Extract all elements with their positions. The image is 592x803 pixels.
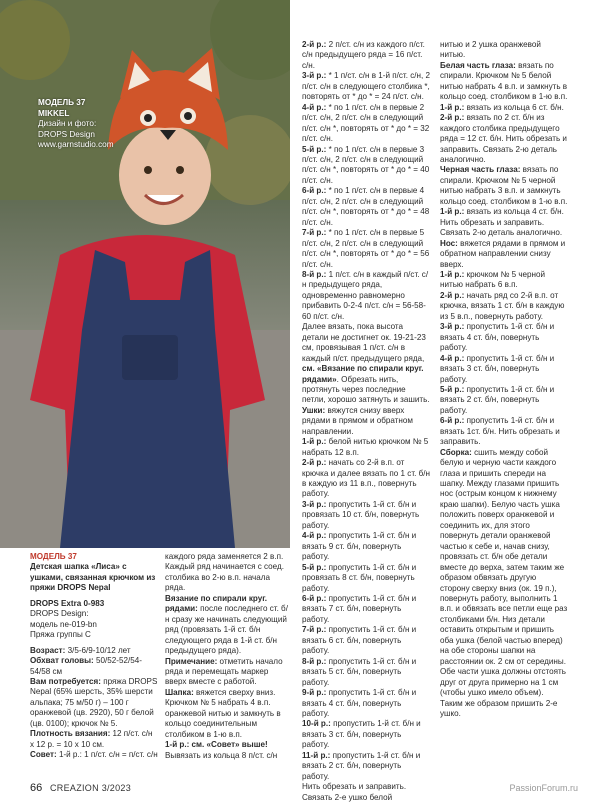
paragraph-text: вяжутся снизу вверх рядами в прямом и обратном направлении. xyxy=(302,405,413,436)
design-model: модель ne-019-bn xyxy=(30,619,97,629)
paragraph xyxy=(440,385,568,416)
paragraph-text: . Обрезать нить, протянуть через последние петли, хорошо затянуть и зашить. xyxy=(302,374,430,405)
paragraph-label: Сборка: xyxy=(440,447,472,457)
paragraph-text: пропустить 1-й ст. б/н и вязать 2 ст. б/н, повернуть работу. xyxy=(440,384,555,415)
model-label: МОДЕЛЬ 37 xyxy=(30,552,77,561)
paragraph-text: вязать из кольца 6 ст. б/н. xyxy=(466,102,564,112)
paragraph xyxy=(302,531,430,562)
paragraph-text: вязать по спирали. Крючком № 5 черной нитью набрать 3 в.п. и замкнуть кольцо соед. столбиком в 1-ю в.п. xyxy=(440,165,568,206)
paragraph-text: пропустить 1-й ст. б/н и вязать 9 ст. б/н, повернуть работу. xyxy=(302,531,417,562)
paragraph-text: пропустить 1-й ст. б/н и вязать 3 ст. б/н, повернуть работу. xyxy=(440,353,555,384)
paragraph-label: 1-й р.: xyxy=(440,207,465,217)
paragraph-label: Вязание по спирали круг. рядами: xyxy=(165,593,268,614)
paragraph-text: белой нитью крючком № 5 набрать 12 в.п. xyxy=(302,437,429,457)
yarn-code: DROPS Extra 0-983 xyxy=(30,598,105,608)
paragraph-text: после последнего ст. б/н сразу же начинать следующий ряд (провязать 1-й ст. б/н следующего ряда в 1-й ст. б/н предыдущего ряда). xyxy=(165,604,288,656)
paragraph-text: пропустить 1-й ст. б/н и вязать 1ст. б/н. Нить обрезать и заправить. xyxy=(440,416,560,447)
paragraph xyxy=(440,40,568,61)
paragraph-text: пропустить 1-й ст. б/н и вязать 2 ст. б/н, повернуть работу. xyxy=(302,750,421,781)
paragraph-label: 9-й р.: xyxy=(302,688,327,698)
paragraph xyxy=(302,719,430,750)
paragraph xyxy=(440,113,568,165)
paragraph-label: 5-й р.: xyxy=(302,562,327,572)
model-title: Детская шапка «Лиса» с ушками, связанная крючком из пряжи DROPS Nepal xyxy=(30,562,156,593)
paragraph-label: Шапка: xyxy=(165,687,194,697)
paragraph-label: 1-й р.: xyxy=(302,437,327,447)
column-instructions-3 xyxy=(440,40,568,719)
paragraph xyxy=(440,354,568,385)
paragraph-label: 1-й р.: xyxy=(440,269,465,279)
paragraph xyxy=(302,40,430,71)
paragraph-text: пропустить 1-й ст. б/н и провязать 8 ст. б/н, повернуть работу. xyxy=(302,562,417,593)
paragraph-text: Вывязать из кольца 8 п/ст. с/н xyxy=(165,750,278,760)
credit-site: www.garnstudio.com xyxy=(38,140,114,149)
paragraph-text: отметить начало ряда и перемещать маркер вверх вместе с работой. xyxy=(165,656,283,687)
paragraph-label: 2-й р.: xyxy=(440,113,465,123)
paragraph-label: Нос: xyxy=(440,238,458,248)
density-value: 12 п/ст. с/н х 12 р. = 10 х 10 см. xyxy=(30,729,153,749)
paragraph-label: 2-й р.: xyxy=(440,290,465,300)
page-footer xyxy=(0,778,592,800)
paragraph xyxy=(440,207,568,238)
photo-child-fox-hat xyxy=(0,0,290,548)
paragraph-label: Белая часть глаза: xyxy=(440,60,516,70)
paragraph xyxy=(440,165,568,207)
paragraph-label: 1-й р.: xyxy=(440,102,465,112)
credit-model: МОДЕЛЬ 37 xyxy=(38,98,86,107)
credit-name: MIKKEL xyxy=(38,108,70,118)
paragraph xyxy=(165,688,289,740)
column-instructions-1 xyxy=(165,552,289,761)
paragraph-label: 8-й р.: xyxy=(302,269,327,279)
paragraph-label: 6-й р.: xyxy=(302,186,327,196)
paragraph-label: 4-й р.: xyxy=(302,531,327,541)
paragraph-label: 2-й р.: xyxy=(302,458,327,468)
paragraph-label: 5-й р.: xyxy=(302,144,327,154)
paragraph-text: вязать по спирали. Крючком № 5 белой нитью набрать 4 в.п. и замкнуть в кольцо соед. столбиком в 1-ю в.п. xyxy=(440,60,568,102)
paragraph-text: крючком № 5 черной нитью набрать 6 в.п. xyxy=(440,269,546,290)
paragraph-text: вязать по 2 ст. б/н из каждого столбика предыдущего ряда = 12 ст. б/н. Нить обрезать и заправить. Связать 2-ю деталь аналогично. xyxy=(440,113,567,164)
paragraph xyxy=(302,270,430,322)
paragraph xyxy=(440,61,568,103)
paragraph xyxy=(302,500,430,531)
paragraph-label: 7-й р.: xyxy=(302,228,327,238)
paragraph-text: начать ряд со 2-й в.п. от крючка, вязать 1 ст. б/н в каждую из 5 в.п., повернуть работу. xyxy=(440,290,565,321)
paragraph-text: * по 1 п/ст. с/н в первые 4 п/ст. с/н, 2 п/ст. с/н в следующий п/ст. с/н *, повторять от * до * = 48 п/ст. с/н. xyxy=(302,186,430,227)
paragraph xyxy=(165,552,289,594)
yarn-group: Пряжа группы C xyxy=(30,630,91,640)
paragraph-text: 1 п/ст. с/н в каждый п/ст. с/н предыдущего ряда, одновременно равномерно прибавить 0-2-4 п/ст. с/н = 56-58-60 п/ст. с/н. xyxy=(302,269,429,321)
need-value: пряжа DROPS Nepal (65% шерсть, 35% шерсти альпака; 75 м/50 г) – 100 г оранжевой (цв. 2920), 50 г белой (цв. 0100); крючок № 5. xyxy=(30,676,158,728)
page-number: 66 xyxy=(30,782,43,794)
head-label: Обхват головы: xyxy=(30,656,94,666)
paragraph-text: пропустить 1-й ст. б/н и провязать 10 ст. б/н, повернуть работу. xyxy=(302,499,420,530)
paragraph-text: 2 п/ст. с/н из каждого п/ст. с/н предыдущего ряда = 16 п/ст. с/н. xyxy=(302,40,425,70)
design-label: DROPS Design: xyxy=(30,609,89,619)
paragraph-label: 5-й р.: xyxy=(440,384,465,394)
paragraph xyxy=(440,239,568,270)
magazine-name: CREAZION 3/2023 xyxy=(50,783,132,793)
paragraph xyxy=(440,291,568,322)
need-label: Вам потребуется: xyxy=(30,676,101,686)
paragraph xyxy=(302,657,430,688)
paragraph-text: Далее вязать, пока высота детали не достигнет ок. 19-21-23 см, провязывая 1 п/ст. с/н в каждый п/ст. предыдущего ряда, xyxy=(302,322,426,363)
paragraph xyxy=(302,71,430,102)
paragraph xyxy=(302,625,430,656)
age-value: 3/5-6/9-10/12 лет xyxy=(67,645,131,655)
paragraph-label: Ушки: xyxy=(302,405,326,415)
paragraph-text: каждого ряда заменяется 2 в.п. Каждый ряд начинается с соед. столбика во 2-ю в.п. начала ряда. xyxy=(165,552,284,593)
density-label: Плотность вязания: xyxy=(30,729,111,739)
column-intro xyxy=(30,552,158,761)
paragraph xyxy=(302,437,430,458)
paragraph-label: 3-й р.: xyxy=(302,499,327,509)
credit-line2: DROPS Design xyxy=(38,129,95,139)
paragraph-text: пропустить 1-й ст. б/н и вязать 4 ст. б/н, повернуть работу. xyxy=(302,688,417,718)
paragraph-text: пропустить 1-й ст. б/н и вязать 4 ст. б/н, повернуть работу. xyxy=(440,322,555,353)
paragraph-text: вяжется рядами в прямом и обратном направлении снизу вверх. xyxy=(440,238,566,269)
paragraph xyxy=(302,458,430,500)
photo-credit xyxy=(38,98,114,151)
paragraph xyxy=(302,228,430,270)
paragraph xyxy=(302,103,430,145)
paragraph xyxy=(440,322,568,353)
watermark: PassionForum.ru xyxy=(509,783,578,793)
paragraph-label: 4-й р.: xyxy=(440,353,465,363)
paragraph-text: нитью и 2 ушка оранжевой нитью. xyxy=(440,40,541,60)
paragraph-text: * 1 п/ст. с/н в 1-й п/ст. с/н, 2 п/ст. с/н в следующего столбика *, повторять от * до * = 24 п/ст. с/н. xyxy=(302,71,430,102)
paragraph xyxy=(302,563,430,594)
paragraph-text: вязать из кольца 4 ст. б/н. Нить обрезать и заправить. Связать 2-ю деталь аналогично. xyxy=(440,207,564,238)
paragraph-label: 3-й р.: xyxy=(302,71,327,81)
paragraph xyxy=(302,688,430,719)
tip-value: 1-й р.: 1 п/ст. с/н = п/ст. с/н xyxy=(58,750,158,760)
paragraph-label: 2-й р.: xyxy=(302,40,327,49)
paragraph xyxy=(302,145,430,187)
paragraph-label: 6-й р.: xyxy=(302,594,327,604)
paragraph-label: Черная часть глаза: xyxy=(440,165,521,175)
paragraph-label: Примечание: xyxy=(165,656,218,666)
paragraph xyxy=(165,740,289,761)
paragraph-text: пропустить 1-й ст. б/н и вязать 5 ст. б/н, повернуть работу. xyxy=(302,656,417,687)
paragraph-text: Нить обрезать и заправить. Связать 2-е ушко белой xyxy=(302,782,407,802)
paragraph-text: сшить между собой белую и черную части каждого глаза и пришить спереди на шапку. Между глазами пришить нос (острым концом к нижнему краю шапки). Белую часть ушка положить поверх оранжевой и соединить их, для этого повернуть детали оранжевой частью к себе и, начав снизу, провязать ст. б/н обе детали вместе до верха, затем таким же образом обвязать другую сторону сверху вниз (ок. 19 п.), повернуть работу, выполнить 1 в.п. и обвязать все петли еще раз столбиками б/н. Низ детали оставить открытым и пришить оба ушка (белой частью вперед) на обе стороны шапки на расстоянии ок. 2 см от середины. Обе части ушка должны отстоять друг от друга примерно на 1 см (чтобы ушко имело объем). Таким же образом пришить 2-е ушко. xyxy=(440,447,568,718)
photo-illustration xyxy=(0,0,290,548)
paragraph-label: 1-й р.: см. «Совет» выше! xyxy=(165,740,268,750)
credit-line1: Дизайн и фото: xyxy=(38,119,97,128)
paragraph-label: 7-й р.: xyxy=(302,625,327,635)
paragraph xyxy=(302,322,430,406)
paragraph xyxy=(165,594,289,657)
paragraph-text: пропустить 1-й ст. б/н и вязать 3 ст. б/н, повернуть работу. xyxy=(302,719,421,750)
paragraph-label: 4-й р.: xyxy=(302,102,327,112)
paragraph xyxy=(302,186,430,228)
head-value: 50/52-52/54-54/58 см xyxy=(30,656,142,676)
paragraph-label: см. «Вязание по спирали круг. рядами» xyxy=(302,364,424,384)
paragraph xyxy=(440,416,568,447)
paragraph-text: вяжется сверху вниз. Крючком № 5 набрать 4 в.п. оранжевой нитью и замкнуть в кольцо соединительным столбиком в 1-ю в.п. xyxy=(165,687,281,739)
paragraph-label: 3-й р.: xyxy=(440,322,465,332)
paragraph-text: * по 1 п/ст. с/н в первые 3 п/ст. с/н, 2 п/ст. с/н в следующий п/ст. с/н *, повторять от * до * = 40 п/ст. с/н. xyxy=(302,144,430,185)
paragraph-text: начать со 2-й в.п. от крючка и далее вязать по 1 ст. б/н в каждую из 11 в.п., повернуть работу. xyxy=(302,458,430,499)
paragraph-text: * по 1 п/ст. с/н в первые 5 п/ст. с/н, 2 п/ст. с/н в следующий п/ст. с/н *, повторять от * до * = 56 п/ст. с/н. xyxy=(302,228,430,269)
paragraph xyxy=(302,594,430,625)
paragraph xyxy=(165,657,289,688)
paragraph xyxy=(440,103,568,113)
paragraph xyxy=(440,448,568,720)
column-instructions-2 xyxy=(302,40,430,803)
paragraph xyxy=(302,406,430,437)
paragraph-text: пропустить 1-й ст. б/н и вязать 6 ст. б/н, повернуть работу. xyxy=(302,625,417,656)
tip-label: Совет: xyxy=(30,750,57,760)
age-label: Возраст: xyxy=(30,645,66,655)
paragraph-label: 11-й р.: xyxy=(302,750,331,760)
paragraph-text: пропустить 1-й ст. б/н и вязать 7 ст. б/н, повернуть работу. xyxy=(302,594,417,624)
paragraph-label: 10-й р.: xyxy=(302,719,331,729)
paragraph-label: 6-й р.: xyxy=(440,416,465,426)
paragraph-text: * по 1 п/ст. с/н в первые 2 п/ст. с/н, 2 п/ст. с/н в следующий п/ст. с/н *, повторять от * до * = 32 п/ст. с/н. xyxy=(302,102,430,144)
paragraph-label: 8-й р.: xyxy=(302,656,327,666)
paragraph xyxy=(440,270,568,291)
